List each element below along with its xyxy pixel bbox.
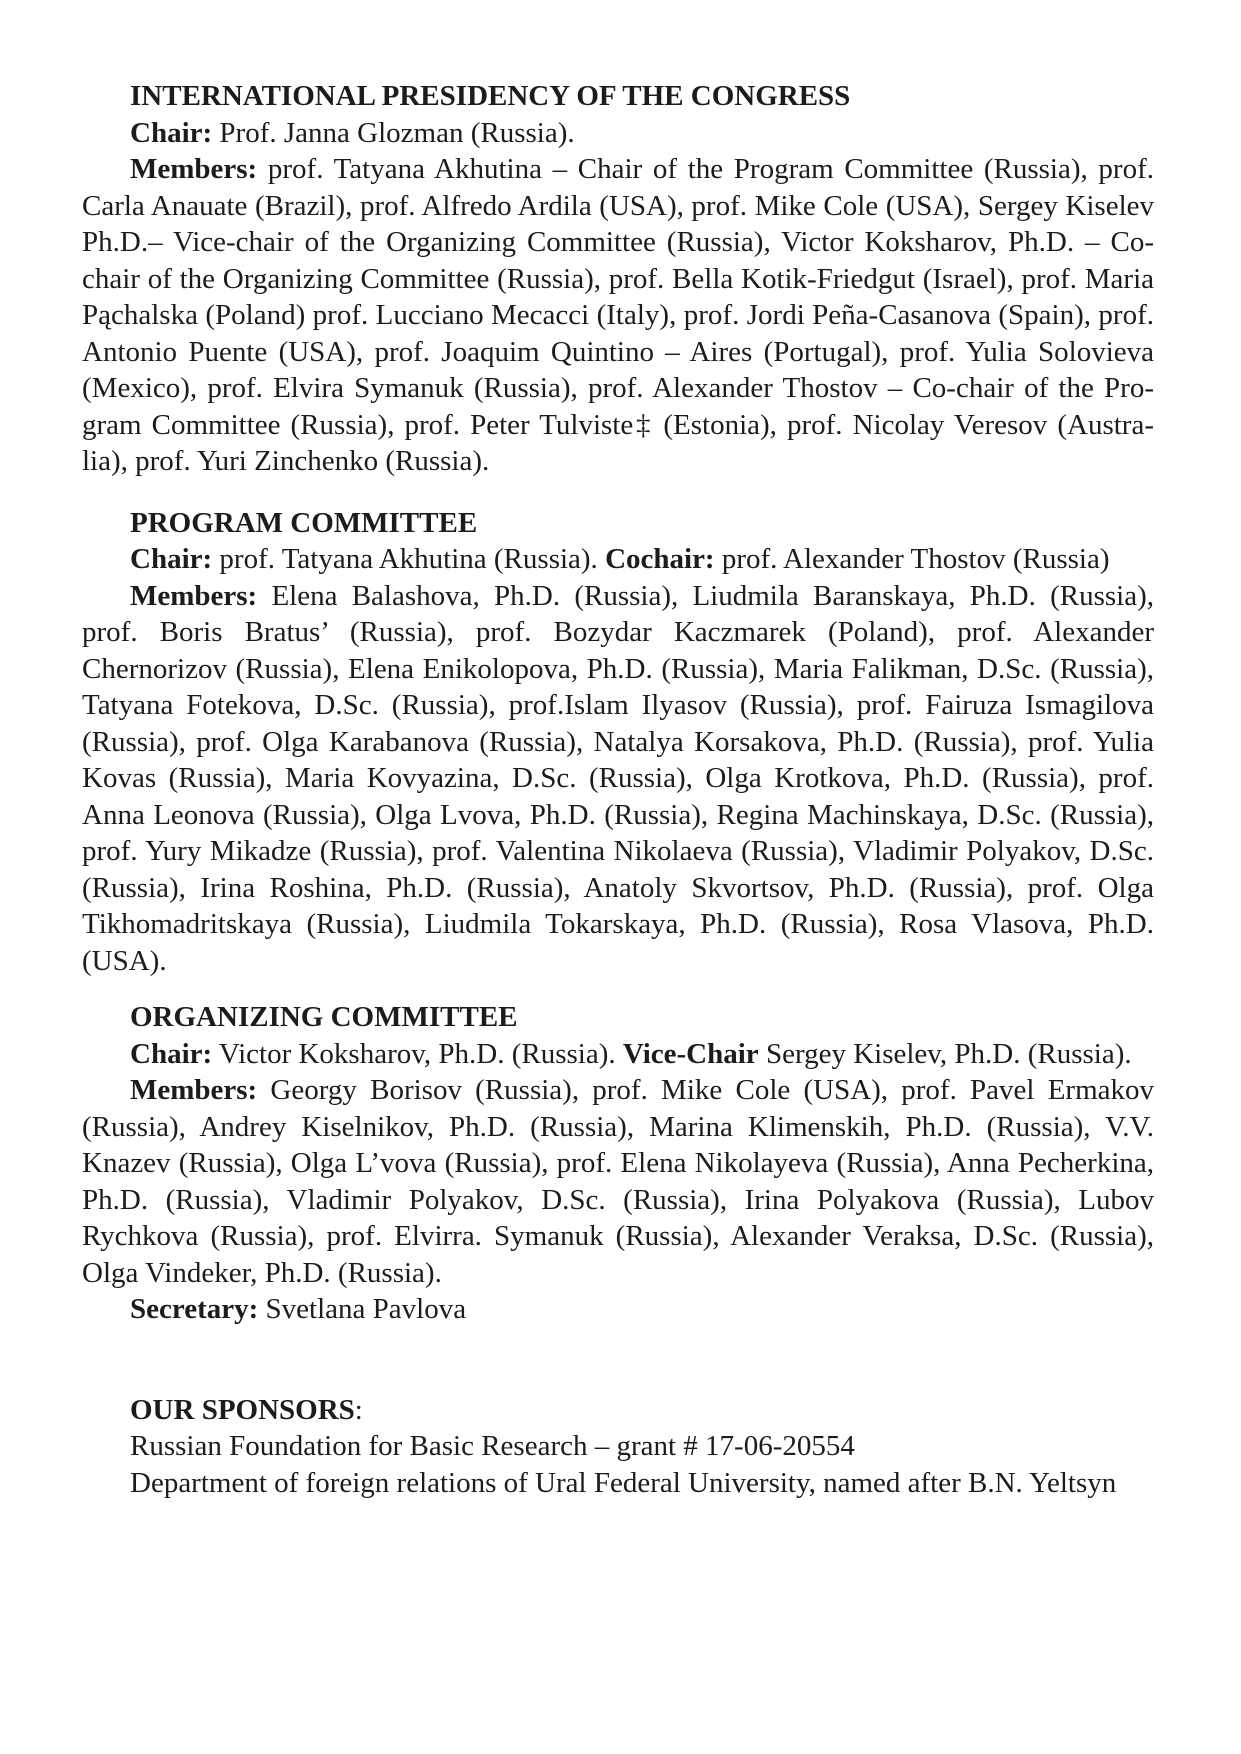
presidency-members-paragraph xyxy=(82,151,1154,480)
organizing-chair-label: Chair: xyxy=(130,1037,213,1070)
organizing-members-paragraph xyxy=(82,1072,1154,1291)
presidency-members-value: prof. Tatyana Akhutina – Chair of the Program Committee (Russia), prof. Carla Anauate (Brazil), prof. Alfredo Ardila (USA), prof. Mike Cole (USA), Sergey Kiselev Ph.D.– Vice-chair of the Organizing Committee (Russia), Victor Koksharov, Ph.D. – Co-chair of the Organizing Committee (Russia), prof. Bella Kotik-Friedgut (Israel), prof. Maria Pąchalska (Poland) prof. Lucciano Mecacci (Italy), prof. Jordi Peña-Casanova (Spain), prof. Antonio Puente (USA), prof. Joaquim Quintino – Aires (Portugal), prof. Yulia Solovieva (Mexico), prof. Elvira Symanuk (Russia), prof. Alexander Thostov – Co-chair of the Program Committee (Russia), prof. Peter Tulviste‡ (Estonia), prof. Nicolay Veresov (Australia), prof. Yuri Zinchenko (Russia). xyxy=(82,153,1154,477)
program-heading: PROGRAM COMMITTEE xyxy=(130,506,478,539)
presidency-members-label: Members: xyxy=(130,153,258,185)
sponsors-heading-colon: : xyxy=(354,1393,363,1426)
program-chair-line xyxy=(82,541,1154,578)
presidency-heading: INTERNATIONAL PRESIDENCY OF THE CONGRESS xyxy=(130,80,851,112)
section-organizing-committee xyxy=(82,999,1154,1328)
organizing-secretary-label: Secretary: xyxy=(130,1293,259,1325)
section-sponsors xyxy=(82,1392,1154,1502)
program-chair-value: prof. Tatyana Akhutina (Russia). xyxy=(212,543,606,575)
organizing-chair-line xyxy=(82,1036,1154,1073)
organizing-vicechair-value: Sergey Kiselev, Ph.D. (Russia). xyxy=(758,1037,1132,1070)
organizing-heading: ORGANIZING COMMITTEE xyxy=(130,1001,518,1033)
program-cochair-value: prof. Alexander Thostov (Russia) xyxy=(714,543,1110,575)
organizing-chair-value: Victor Koksharov, Ph.D. (Russia). xyxy=(212,1037,623,1070)
section-international-presidency xyxy=(82,78,1154,480)
organizing-members-value: Georgy Borisov (Russia), prof. Mike Cole (USA), prof. Pavel Ermakov (Russia), Andrey Kiselnikov, Ph.D. (Russia), Marina Klimenskih, Ph.D. (Russia), V.V. Knazev (Russia), Olga L’vova (Russia), prof. Elena Nikolayeva (Russia), Anna Pecherkina, Ph.D. (Russia), Vladimir Polyakov, D.Sc. (Russia), Irina Polyakova (Russia), Lubov Rychkova (Russia), prof. Elvirra. Symanuk (Russia), Alexander Veraksa, D.Sc. (Russia), Olga Vindeker, Ph.D. (Russia). xyxy=(82,1074,1154,1289)
sponsor-line-urfu: Department of foreign relations of Ural Federal University, named after B.N. Yeltsyn xyxy=(130,1466,1117,1499)
organizing-secretary-line xyxy=(82,1291,1154,1328)
program-members-paragraph xyxy=(82,578,1154,980)
presidency-chair-line xyxy=(82,115,1154,152)
program-chair-label: Chair: xyxy=(130,543,213,575)
section-program-committee xyxy=(82,505,1154,980)
organizing-members-label: Members: xyxy=(130,1074,258,1106)
organizing-secretary-value: Svetlana Pavlova xyxy=(258,1293,467,1325)
organizing-vicechair-label: Vice-Chair xyxy=(622,1037,759,1070)
program-members-value: Elena Balashova, Ph.D. (Russia), Liudmila Baranskaya, Ph.D. (Russia), prof. Boris Bratus’ (Russia), prof. Bozydar Kaczmarek (Poland), prof. Alexander Chernorizov (Russia), Elena Enikolopova, Ph.D. (Russia), Maria Falikman, D.Sc. (Russia), Tatyana Fotekova, D.Sc. (Russia), prof.Islam Ilyasov (Russia), prof. Fairuza Ismagilova (Russia), prof. Olga Karabanova (Russia), Natalya Korsakova, Ph.D. (Russia), prof. Yulia Kovas (Russia), Maria Kovyazina, D.Sc. (Russia), Olga Krotkova, Ph.D. (Russia), prof. Anna Leonova (Russia), Olga Lvova, Ph.D. (Russia), Regina Machinskaya, D.Sc. (Russia), prof. Yury Mikadze (Russia), prof. Valentina Nikolaeva (Russia), Vladimir Polyakov, D.Sc. (Russia), Irina Roshina, Ph.D. (Russia), Anatoly Skvortsov, Ph.D. (Russia), prof. Olga Tikhomadritskaya (Russia), Liudmila Tokarskaya, Ph.D. (Russia), Rosa Vlasova, Ph.D. (USA). xyxy=(82,579,1154,977)
presidency-chair-label: Chair: xyxy=(130,116,213,149)
program-members-label: Members: xyxy=(130,579,258,612)
presidency-chair-value: Prof. Janna Glozman (Russia). xyxy=(212,116,575,149)
program-cochair-label: Cochair: xyxy=(605,543,715,575)
sponsors-heading-label: OUR SPONSORS xyxy=(130,1393,355,1426)
sponsor-line-rfbr: Russian Foundation for Basic Research – grant # 17-06-20554 xyxy=(130,1430,855,1462)
sponsors-heading xyxy=(82,1392,1154,1429)
